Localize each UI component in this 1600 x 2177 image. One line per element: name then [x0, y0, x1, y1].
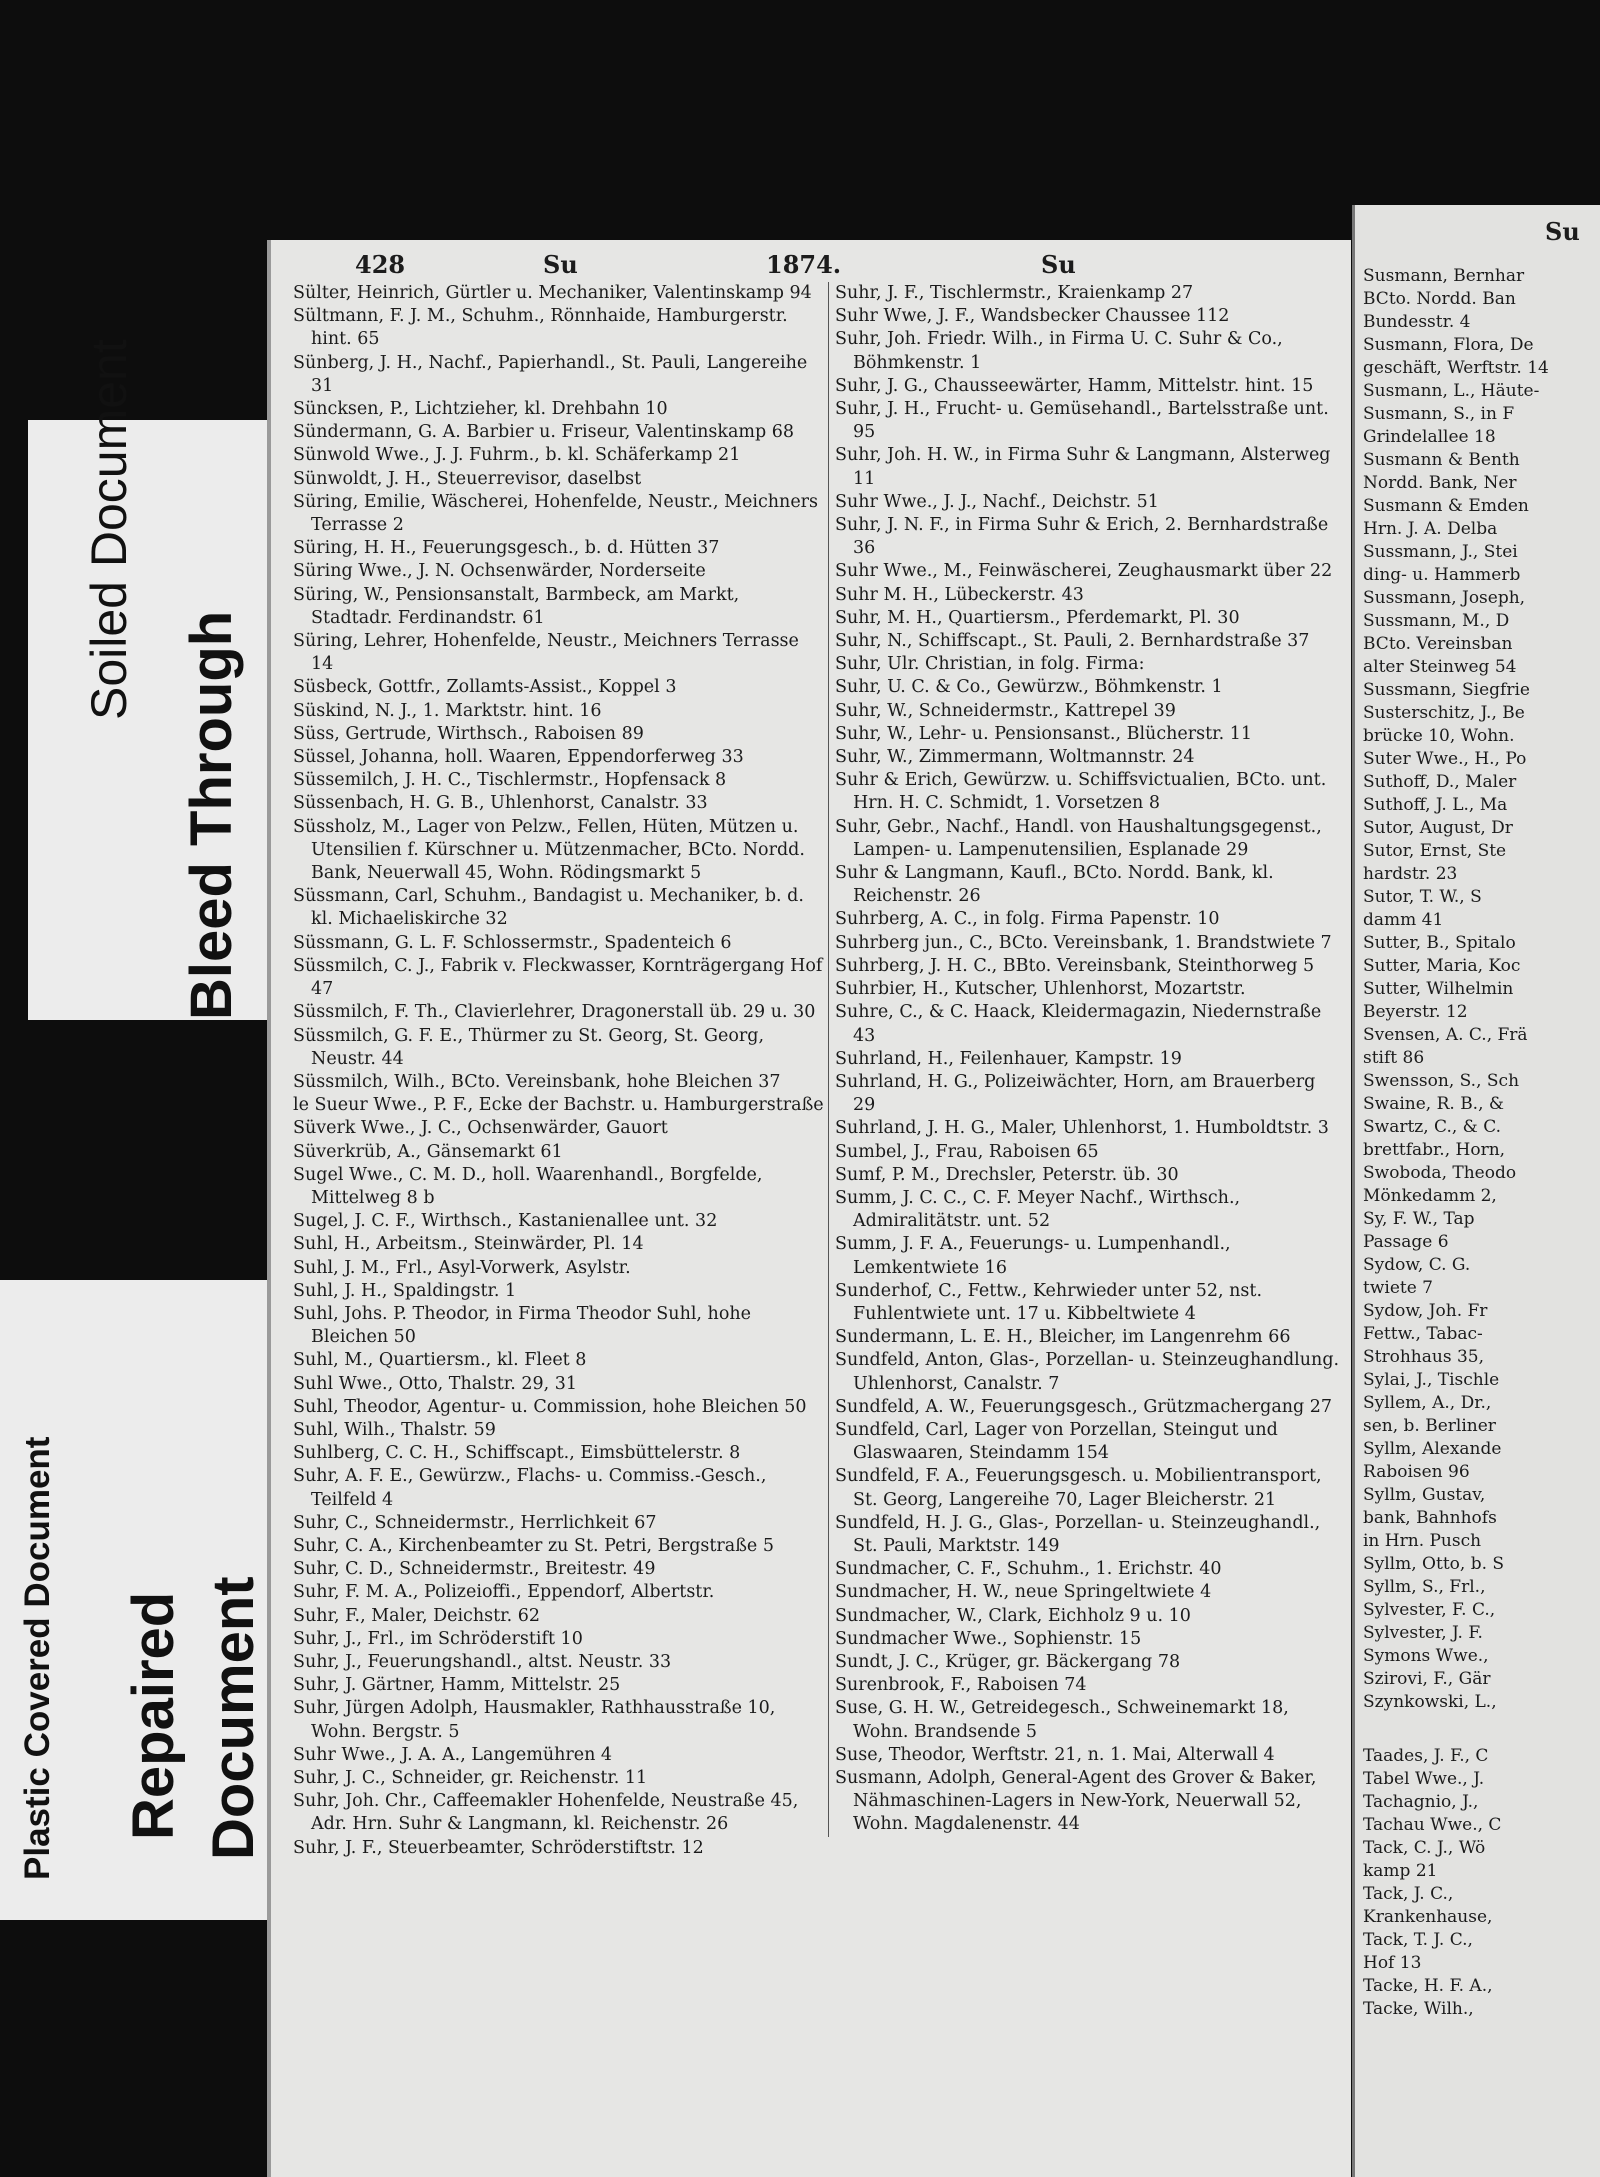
directory-entry: Sy, F. W., Tap: [1363, 1209, 1475, 1229]
directory-entry: Süring, Emilie, Wäscherei, Hohenfelde, Neustr., Meichners Terrasse 2: [293, 491, 819, 536]
directory-entry: damm 41: [1363, 910, 1444, 930]
directory-entry: Susmann, Bernhar: [1363, 266, 1525, 286]
directory-entry: Suhr, W., Schneidermstr., Kattrepel 39: [835, 700, 1176, 721]
directory-entry: Susmann, Adolph, General-Agent des Grover & Baker, Nähmaschinen-Lagers in New-York, Neuerwall 52, Wohn. Magdalenenstr. 44: [835, 1768, 1317, 1835]
directory-entry: Suhr, M. H., Quartiersm., Pferdemarkt, Pl. 30: [835, 607, 1240, 628]
directory-entry: Sydow, Joh. Fr: [1363, 1301, 1488, 1321]
directory-entry: Süssmilch, Wilh., BCto. Vereinsbank, hohe Bleichen 37: [293, 1071, 781, 1092]
directory-entry: Suhr, J. N. F., in Firma Suhr & Erich, 2. Bernhardstraße 36: [835, 515, 1329, 559]
directory-entry: Suter Wwe., H., Po: [1363, 749, 1527, 769]
directory-entry: Sutor, T. W., S: [1363, 887, 1482, 907]
directory-entry: Suhr, J. C., Schneider, gr. Reichenstr. 11: [293, 1768, 648, 1788]
directory-entry: Sutter, Maria, Koc: [1363, 956, 1521, 976]
directory-entry: Sundfeld, H. J. G., Glas-, Porzellan- u. Steinzeughandl., St. Pauli, Marktstr. 149: [835, 1512, 1321, 1556]
directory-entry: Suhrland, H., Feilenhauer, Kampstr. 19: [835, 1048, 1182, 1069]
directory-entry: Sugel Wwe., C. M. D., holl. Waarenhandl., Borgfelde, Mittelweg 8 b: [293, 1164, 763, 1208]
directory-entry: Süssmann, G. L. F. Schlossermstr., Spadenteich 6: [293, 932, 732, 953]
directory-entry: Suhr & Erich, Gewürzw. u. Schiffsvictualien, BCto. unt. Hrn. H. C. Schmidt, 1. Vorsetzen 8: [835, 770, 1327, 814]
directory-entry: Nordd. Bank, Ner: [1363, 473, 1517, 493]
plastic-repaired-label-card: [0, 1280, 288, 1920]
directory-entry: Suhrland, H. G., Polizeiwächter, Horn, am Brauerberg 29: [835, 1071, 1316, 1116]
directory-entry: Süssel, Johanna, holl. Waaren, Eppendorferweg 33: [293, 747, 744, 768]
directory-entry: Suhrberg, J. H. C., BBto. Vereinsbank, Steinthorweg 5: [835, 955, 1315, 976]
adjacent-page: [1352, 205, 1600, 2177]
directory-entry: Sundermann, L. E. H., Bleicher, im Langenrehm 66: [835, 1327, 1291, 1348]
directory-entry: Süssmann, Carl, Schuhm., Bandagist u. Mechaniker, b. d. kl. Michaeliskirche 32: [293, 886, 804, 930]
directory-entry: Szirovi, F., Gär: [1363, 1669, 1491, 1689]
directory-entry: Sundmacher, W., Clark, Eichholz 9 u. 10: [835, 1605, 1191, 1626]
directory-entry: Suhl, Johs. P. Theodor, in Firma Theodor Suhl, hohe Bleichen 50: [293, 1303, 751, 1348]
directory-entry: Suse, Theodor, Werftstr. 21, n. 1. Mai, Alterwall 4: [835, 1744, 1275, 1765]
directory-entry: Suhr, J. F., Steuerbeamter, Schröderstiftstr. 12: [293, 1837, 704, 1858]
directory-entry: Sutor, Ernst, Ste: [1363, 841, 1507, 861]
directory-entry: Suhl, Wilh., Thalstr. 59: [293, 1419, 496, 1440]
directory-entry: Suhrberg jun., C., BCto. Vereinsbank, 1. Brandstwiete 7: [835, 932, 1332, 953]
page-number: 428: [355, 250, 406, 279]
directory-entry: Sylvester, F. C.,: [1363, 1600, 1496, 1620]
directory-entry: BCto. Vereinsban: [1363, 634, 1513, 654]
directory-entry: Susmann, S., in F: [1363, 404, 1515, 424]
directory-entry: Sydow, C. G.: [1363, 1255, 1471, 1275]
directory-entry: Süsbeck, Gottfr., Zollamts-Assist., Koppel 3: [293, 677, 677, 698]
directory-entry: Suse, G. H. W., Getreidegesch., Schweinemarkt 18, Wohn. Brandsende 5: [835, 1698, 1289, 1742]
directory-entry: Sünwold Wwe., J. J. Fuhrm., b. kl. Schäferkamp 21: [293, 445, 741, 466]
directory-entry: Suhr, W., Zimmermann, Woltmannstr. 24: [835, 747, 1195, 768]
directory-entry: Suhl, M., Quartiersm., kl. Fleet 8: [293, 1350, 587, 1371]
directory-entry: Süssmilch, F. Th., Clavierlehrer, Dragonerstall üb. 29 u. 30: [293, 1002, 816, 1023]
directory-entry: Suhr, J. Gärtner, Hamm, Mittelstr. 25: [293, 1675, 621, 1696]
directory-entry: brücke 10, Wohn.: [1363, 726, 1515, 746]
directory-entry: Sussmann, M., D: [1363, 611, 1510, 631]
directory-entry: Sumf, P. M., Drechsler, Peterstr. üb. 30: [835, 1164, 1179, 1185]
directory-entry: Beyerstr. 12: [1363, 1002, 1468, 1022]
directory-entry: Raboisen 96: [1363, 1462, 1470, 1482]
directory-entry: Susmann & Emden: [1363, 496, 1529, 516]
directory-entry: Sussmann, Siegfrie: [1363, 680, 1530, 700]
directory-entry: Sünwoldt, J. H., Steuerrevisor, daselbst: [293, 468, 642, 489]
directory-entry: Syllm, Otto, b. S: [1363, 1554, 1505, 1574]
directory-entry: Suhre, C., & C. Haack, Kleidermagazin, Niedernstraße 43: [835, 1002, 1322, 1046]
directory-entry: Suhr, Joh. Friedr. Wilh., in Firma U. C. Suhr & Co., Böhmkenstr. 1: [835, 329, 1283, 373]
directory-entry: BCto. Nordd. Ban: [1363, 289, 1516, 309]
directory-entry: Sylai, J., Tischle: [1363, 1370, 1500, 1390]
directory-column-right: [828, 282, 1341, 1837]
directory-entry: Krankenhause,: [1363, 1907, 1493, 1927]
directory-entry: Suhlberg, C. C. H., Schiffscapt., Eimsbüttelerstr. 8: [293, 1443, 741, 1464]
directory-entry: Suhl Wwe., Otto, Thalstr. 29, 31: [293, 1373, 577, 1394]
directory-entry: Tachau Wwe., C: [1363, 1815, 1502, 1835]
page-year: 1874.: [766, 250, 842, 279]
directory-entry: Sumbel, J., Frau, Raboisen 65: [835, 1141, 1099, 1162]
directory-entry: Suhr, Gebr., Nachf., Handl. von Haushaltungsgegenst., Lampen- u. Lampenutensilien, Esplanade 29: [835, 816, 1322, 860]
directory-entry: Süss, Gertrude, Wirthsch., Raboisen 89: [293, 723, 644, 744]
directory-entry: Szynkowski, L.,: [1363, 1692, 1497, 1712]
directory-entry: Sugel, J. C. F., Wirthsch., Kastanienallee unt. 32: [293, 1211, 718, 1232]
adjacent-column-upper: [1363, 265, 1599, 1714]
directory-entry: Swoboda, Theodo: [1363, 1163, 1517, 1183]
directory-entry: bank, Bahnhofs: [1363, 1508, 1497, 1528]
directory-entry: Süring, H. H., Feuerungsgesch., b. d. Hütten 37: [293, 538, 720, 559]
directory-entry: Susmann & Benth: [1363, 450, 1520, 470]
directory-entry: Suhl, H., Arbeitsm., Steinwärder, Pl. 14: [293, 1234, 644, 1255]
directory-entry: Susmann, Flora, De: [1363, 335, 1534, 355]
directory-entry: Suhr, Jürgen Adolph, Hausmakler, Rathhausstraße 10, Wohn. Bergstr. 5: [293, 1698, 776, 1742]
directory-entry: Süssemilch, J. H. C., Tischlermstr., Hopfensack 8: [293, 770, 727, 791]
adjacent-running-head: Su: [1545, 217, 1580, 246]
directory-entry: sen, b. Berliner: [1363, 1416, 1496, 1436]
directory-entry: kamp 21: [1363, 1861, 1438, 1881]
directory-page: [267, 240, 1351, 2177]
directory-entry: Suhr, J., Frl., im Schröderstift 10: [293, 1628, 583, 1649]
directory-entry: Suhrland, J. H. G., Maler, Uhlenhorst, 1. Humboldtstr. 3: [835, 1118, 1329, 1139]
directory-entry: Tack, J. C.,: [1363, 1884, 1454, 1904]
directory-entry: Süskind, N. J., 1. Marktstr. hint. 16: [293, 700, 602, 721]
directory-entry: Suhr, Joh. Chr., Caffeemakler Hohenfelde, Neustraße 45, Adr. Hrn. Suhr & Langmann, kl. Reichenstr. 26: [293, 1791, 799, 1835]
directory-entry: Sundfeld, F. A., Feuerungsgesch. u. Mobilientransport, St. Georg, Langereihe 70, Lager Bleicherstr. 21: [835, 1466, 1322, 1510]
directory-entry: Suhr, C., Schneidermstr., Herrlichkeit 67: [293, 1512, 657, 1533]
directory-entry: Suhl, J. H., Spaldingstr. 1: [293, 1280, 517, 1301]
directory-entry: Tabel Wwe., J.: [1363, 1769, 1485, 1789]
directory-entry: Sültmann, F. J. M., Schuhm., Rönnhaide, Hamburgerstr. hint. 65: [293, 306, 788, 350]
directory-entry: Summ, J. C. C., C. F. Meyer Nachf., Wirthsch., Admiralitätstr. unt. 52: [835, 1187, 1241, 1232]
directory-entry: stift 86: [1363, 1048, 1425, 1068]
directory-entry: hardstr. 23: [1363, 864, 1458, 884]
directory-entry: Sundfeld, A. W., Feuerungsgesch., Grützmachergang 27: [835, 1396, 1333, 1417]
directory-entry: Syllm, Gustav,: [1363, 1485, 1486, 1505]
directory-entry: Sünberg, J. H., Nachf., Papierhandl., St. Pauli, Langereihe 31: [293, 352, 808, 396]
directory-entry: Sundfeld, Carl, Lager von Porzellan, Steingut und Glaswaaren, Steindamm 154: [835, 1419, 1278, 1464]
directory-entry: Sundt, J. C., Krüger, gr. Bäckergang 78: [835, 1651, 1181, 1672]
directory-entry: Suhr, F. M. A., Polizeioffi., Eppendorf, Albertstr.: [293, 1582, 715, 1603]
directory-entry: Mönkedamm 2,: [1363, 1186, 1497, 1206]
directory-entry: twiete 7: [1363, 1278, 1433, 1298]
directory-entry: Summ, J. F. A., Feuerungs- u. Lumpenhandl., Lemkentwiete 16: [835, 1234, 1231, 1278]
directory-entry: Süring, Lehrer, Hohenfelde, Neustr., Meichners Terrasse 14: [293, 631, 799, 675]
directory-entry: Suhr Wwe., J. A. A., Langemühren 4: [293, 1744, 613, 1765]
plastic-covered-label: Plastic Covered Document: [18, 1436, 57, 1880]
directory-entry: Svensen, A. C., Frä: [1363, 1025, 1528, 1045]
directory-entry: Symons Wwe.,: [1363, 1646, 1489, 1666]
running-head-right: Su: [1041, 250, 1076, 279]
directory-entry: Suthoff, J. L., Ma: [1363, 795, 1508, 815]
directory-entry: Sundfeld, Anton, Glas-, Porzellan- u. Steinzeughandlung. Uhlenhorst, Canalstr. 7: [835, 1350, 1340, 1394]
directory-entry: Sundmacher, H. W., neue Springeltwiete 4: [835, 1582, 1212, 1603]
directory-entry: Tacke, Wilh.,: [1363, 1999, 1474, 2019]
directory-entry: Suhr, C. D., Schneidermstr., Breitestr. 49: [293, 1559, 656, 1580]
directory-entry: Süverkrüb, A., Gänsemarkt 61: [293, 1141, 563, 1162]
directory-entry: Surenbrook, F., Raboisen 74: [835, 1675, 1087, 1696]
directory-entry: Suhr Wwe, J. F., Wandsbecker Chaussee 112: [835, 306, 1230, 327]
directory-entry: Sussmann, Joseph,: [1363, 588, 1526, 608]
directory-entry: Sutter, B., Spitalo: [1363, 933, 1516, 953]
directory-entry: Syllem, A., Dr.,: [1363, 1393, 1492, 1413]
directory-entry: in Hrn. Pusch: [1363, 1531, 1482, 1551]
directory-entry: Sundmacher Wwe., Sophienstr. 15: [835, 1628, 1142, 1649]
directory-entry: Süring Wwe., J. N. Ochsenwärder, Norderseite: [293, 561, 706, 582]
directory-entry: Suthoff, D., Maler: [1363, 772, 1517, 792]
directory-entry: Sülter, Heinrich, Gürtler u. Mechaniker, Valentinskamp 94: [293, 283, 812, 303]
directory-entry: Suhl, Theodor, Agentur- u. Commission, hohe Bleichen 50: [293, 1396, 807, 1417]
adjacent-column-lower: [1363, 1745, 1599, 2021]
directory-entry: Suhrberg, A. C., in folg. Firma Papenstr. 10: [835, 909, 1220, 930]
directory-entry: Sylvester, J. F.: [1363, 1623, 1483, 1643]
directory-entry: Süverk Wwe., J. C., Ochsenwärder, Gauort: [293, 1118, 668, 1139]
repaired-label-line2: Document: [201, 1576, 266, 1860]
directory-entry: Sundmacher, C. F., Schuhm., 1. Erichstr. 40: [835, 1559, 1222, 1580]
directory-entry: Suhrbier, H., Kutscher, Uhlenhorst, Mozartstr.: [835, 979, 1246, 1000]
directory-entry: Fettw., Tabac-: [1363, 1324, 1483, 1344]
directory-entry: Sutter, Wilhelmin: [1363, 979, 1514, 999]
directory-entry: Suhr, J. G., Chausseewärter, Hamm, Mittelstr. hint. 15: [835, 375, 1314, 396]
directory-entry: Suhr, F., Maler, Deichstr. 62: [293, 1605, 540, 1626]
directory-entry: Süncksen, P., Lichtzieher, kl. Drehbahn 10: [293, 399, 668, 420]
directory-entry: Sutor, August, Dr: [1363, 818, 1513, 838]
directory-entry: Tachagnio, J.,: [1363, 1792, 1479, 1812]
directory-column-left: [293, 282, 825, 1860]
directory-entry: Hof 13: [1363, 1953, 1422, 1973]
soiled-document-label: Soiled Document: [81, 339, 137, 720]
directory-entry: Suhr, U. C. & Co., Gewürzw., Böhmkenstr. 1: [835, 677, 1223, 698]
soiled-bleed-label-card: [28, 339, 283, 1020]
directory-entry: Tacke, H. F. A.,: [1363, 1976, 1493, 1996]
directory-entry: Syllm, S., Frl.,: [1363, 1577, 1486, 1597]
directory-entry: Suhr, W., Lehr- u. Pensionsanst., Blücherstr. 11: [835, 723, 1252, 744]
directory-entry: Suhr, J., Feuerungshandl., altst. Neustr. 33: [293, 1651, 672, 1672]
directory-entry: Suhr, N., Schiffscapt., St. Pauli, 2. Bernhardstraße 37: [835, 631, 1310, 652]
directory-entry: Süssmilch, C. J., Fabrik v. Fleckwasser, Kornträgergang Hof 47: [293, 955, 823, 1000]
directory-entry: ding- u. Hammerb: [1363, 565, 1521, 585]
directory-entry: Susmann, L., Häute-: [1363, 381, 1540, 401]
directory-entry: Suhr, J. F., Tischlermstr., Kraienkamp 27: [835, 283, 1194, 303]
directory-entry: Grindelallee 18: [1363, 427, 1496, 447]
directory-entry: Swartz, C., & C.: [1363, 1117, 1502, 1137]
directory-entry: Passage 6: [1363, 1232, 1449, 1252]
directory-entry: Susterschitz, J., Be: [1363, 703, 1525, 723]
directory-entry: le Sueur Wwe., P. F., Ecke der Bachstr. u. Hamburgerstraße: [293, 1095, 824, 1116]
directory-entry: Tack, C. J., Wö: [1363, 1838, 1486, 1858]
directory-entry: Swensson, S., Sch: [1363, 1071, 1520, 1091]
directory-entry: Süring, W., Pensionsanstalt, Barmbeck, am Markt, Stadtadr. Ferdinandstr. 61: [293, 584, 740, 628]
running-head-left: Su: [543, 250, 578, 279]
directory-entry: Tack, T. J. C.,: [1363, 1930, 1473, 1950]
directory-entry: Suhr & Langmann, Kaufl., BCto. Nordd. Bank, kl. Reichenstr. 26: [835, 863, 1274, 907]
directory-entry: Syllm, Alexande: [1363, 1439, 1502, 1459]
directory-entry: brettfabr., Horn,: [1363, 1140, 1506, 1160]
directory-entry: Sussmann, J., Stei: [1363, 542, 1518, 562]
directory-entry: Bundesstr. 4: [1363, 312, 1471, 332]
directory-entry: Suhr, Ulr. Christian, in folg. Firma:: [835, 654, 1145, 675]
directory-entry: Suhl, J. M., Frl., Asyl-Vorwerk, Asylstr.: [293, 1257, 631, 1278]
repaired-label-line1: Repaired: [121, 1591, 186, 1840]
directory-entry: Swaine, R. B., &: [1363, 1094, 1505, 1114]
directory-entry: Süssmilch, G. F. E., Thürmer zu St. Georg, St. Georg, Neustr. 44: [293, 1025, 765, 1069]
directory-entry: geschäft, Werftstr. 14: [1363, 358, 1549, 378]
directory-entry: Suhr M. H., Lübeckerstr. 43: [835, 584, 1084, 605]
directory-entry: Süssholz, M., Lager von Pelzw., Fellen, Hüten, Mützen u. Utensilien f. Kürschner u. Mützenmacher, BCto. Nordd. Bank, Neuerwall 45, Wohn. Rödingsmarkt 5: [293, 816, 805, 884]
directory-entry: Suhr Wwe., M., Feinwäscherei, Zeughausmarkt über 22: [835, 561, 1333, 582]
directory-entry: Süssenbach, H. G. B., Uhlenhorst, Canalstr. 33: [293, 793, 708, 814]
directory-entry: alter Steinweg 54: [1363, 657, 1517, 677]
directory-entry: Suhr, C. A., Kirchenbeamter zu St. Petri, Bergstraße 5: [293, 1535, 774, 1556]
directory-entry: Sunderhof, C., Fettw., Kehrwieder unter 52, nst. Fuhlentwiete unt. 17 u. Kibbeltwiete 4: [835, 1280, 1263, 1324]
directory-entry: Hrn. J. A. Delba: [1363, 519, 1498, 539]
directory-entry: Suhr, J. H., Frucht- u. Gemüsehandl., Bartelsstraße unt. 95: [835, 399, 1329, 443]
directory-entry: Taades, J. F., C: [1363, 1746, 1489, 1766]
directory-entry: Sündermann, G. A. Barbier u. Friseur, Valentinskamp 68: [293, 422, 795, 443]
directory-entry: Suhr, Joh. H. W., in Firma Suhr & Langmann, Alsterweg 11: [835, 445, 1331, 489]
directory-entry: Suhr, A. F. E., Gewürzw., Flachs- u. Commiss.-Gesch., Teilfeld 4: [293, 1466, 767, 1510]
bleed-through-label: Bleed Through: [179, 610, 244, 1020]
directory-entry: Suhr Wwe., J. J., Nachf., Deichstr. 51: [835, 491, 1159, 512]
directory-entry: Strohhaus 35,: [1363, 1347, 1484, 1367]
